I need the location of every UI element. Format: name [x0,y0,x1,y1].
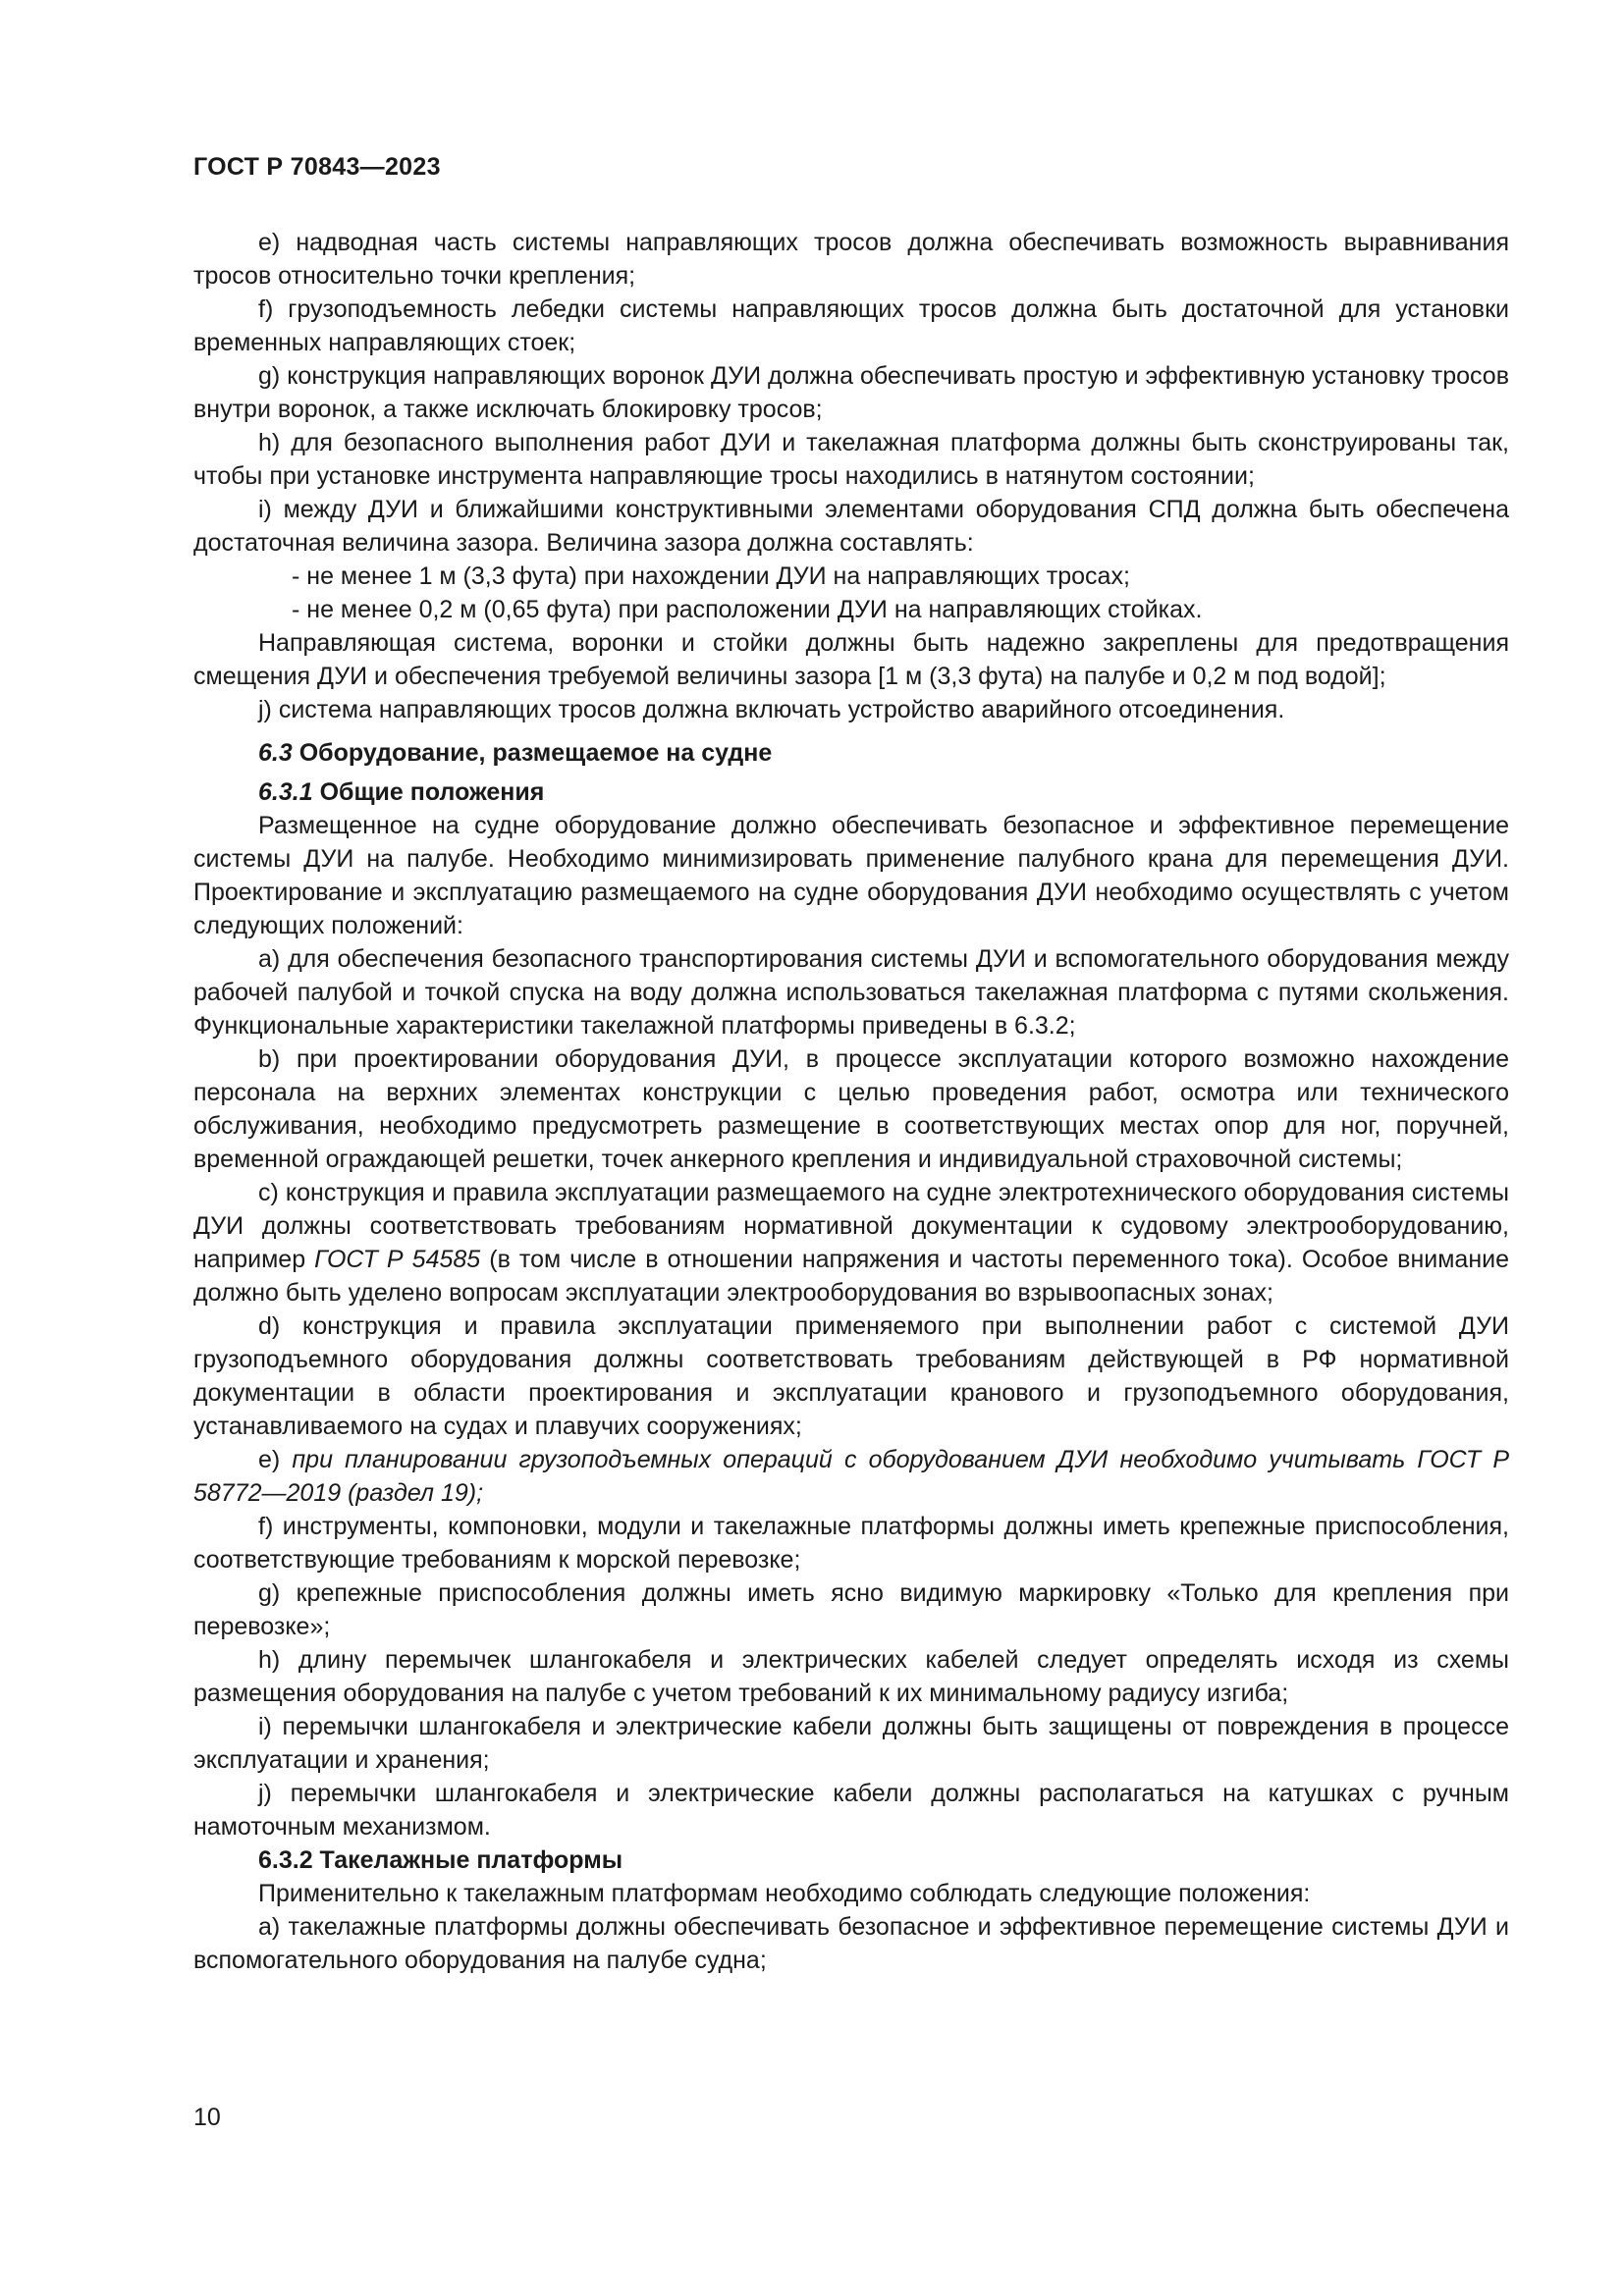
section-heading-6-3 [193,736,1509,770]
paragraph: j) система направляющих тросов должна включать устройство аварийного отсоединения. [258,696,1285,723]
section-title: Оборудование, размещаемое на судне [298,739,773,767]
paragraph: f) грузоподъемность лебедки системы направляющих тросов должна быть достаточной для установки временных направляющих стоек; [193,295,1509,356]
paragraph: Размещенное на судне оборудование должно обеспечивать безопасное и эффективное перемещение системы ДУИ на палубе. Необходимо минимизировать применение палубного крана для перемещения ДУИ. Проектирование и эксплуатацию размещаемого на судне оборудования ДУИ необходимо осуществлять с учетом следующих положений: [193,812,1509,939]
paragraph: b) при проектировании оборудования ДУИ, в процессе эксплуатации которого возможно нахождение персонала на верхних элементах конструкции с целью проведения работ, осмотра или технического обслуживания, необходимо предусмотреть размещение в соответствующих местах опор для ног, поручней, временной ограждающей решетки, точек анкерного крепления и индивидуальной страховочной системы; [193,1045,1509,1173]
paragraph: a) для обеспечения безопасного транспортирования системы ДУИ и вспомогательного оборудования между рабочей палубой и точкой спуска на воду должна использоваться такелажная платформа с путями скольжения. Функциональные характеристики такелажной платформы приведены в 6.3.2; [193,945,1509,1040]
paragraph: e) надводная часть системы направляющих тросов должна обеспечивать возможность выравнивания тросов относительно точки крепления; [193,229,1509,290]
standard-reference: ГОСТ Р 54585 [314,1246,481,1273]
paragraph-c-text-end: (в том числе в отношении напряжения и частоты переменного тока). Особое внимание должно быть уделено вопросам эксплуатации электрооборудования во взрывоопасных зонах; [193,1246,1509,1307]
subsection-heading-6-3-2: 6.3.2 Такелажные платформы [258,1846,623,1874]
subsection-title: Общие положения [319,778,545,806]
dash-list-item: - не менее 1 м (3,3 фута) при нахождении ДУИ на направляющих тросах; [292,562,1130,590]
paragraph: g) конструкция направляющих воронок ДУИ должна обеспечивать простую и эффективную установку тросов внутри воронок, а также исключать блокировку тросов; [193,362,1509,423]
paragraph: d) конструкция и правила эксплуатации применяемого при выполнении работ с системой ДУИ грузоподъемного оборудования должны соответствовать требованиям действующей в РФ нормативной документации в области проектирования и эксплуатации кранового и грузоподъемного оборудования, устанавливаемого на судах и плавучих сооружениях; [193,1312,1509,1440]
paragraph: Применительно к такелажным платформам необходимо соблюдать следующие положения: [258,1880,1311,1907]
paragraph: g) крепежные приспособления должны иметь ясно видимую маркировку «Только для крепления при перевозке»; [193,1579,1509,1640]
paragraph: h) для безопасного выполнения работ ДУИ и такелажная платформа должны быть сконструированы так, чтобы при установке инструмента направляющие тросы находились в натянутом состоянии; [193,429,1509,490]
paragraph: i) перемычки шлангокабеля и электрические кабели должны быть защищены от повреждения в процессе эксплуатации и хранения; [193,1713,1509,1774]
document-code-header: ГОСТ Р 70843—2023 [193,153,441,181]
dash-list-item: - не менее 0,2 м (0,65 фута) при расположении ДУИ на направляющих стойках. [292,596,1203,623]
section-number: 6.3 [258,739,293,767]
paragraph-c [193,1176,1509,1309]
paragraph-c-text: c) конструкция и правила эксплуатации размещаемого на судне электротехнического оборудования системы ДУИ должны соответствовать требованиям нормативной документации к судовому электрооборудованию, например [193,1179,1509,1273]
paragraph: j) перемычки шлангокабеля и электрические кабели должны располагаться на катушках с ручным намоточным механизмом. [193,1780,1509,1841]
subsection-heading-6-3-1 [193,775,1509,809]
body-text [193,226,1509,1977]
paragraph: Направляющая система, воронки и стойки должны быть надежно закреплены для предотвращения смещения ДУИ и обеспечения требуемой величины зазора [1 м (3,3 фута) на палубе и 0,2 м под водой]; [193,629,1509,690]
paragraph: h) длину перемычек шлангокабеля и электрических кабелей следует определять исходя из схемы размещения оборудования на палубе с учетом требований к их минимальному радиусу изгиба; [193,1646,1509,1707]
paragraph: f) инструменты, компоновки, модули и такелажные платформы должны иметь крепежные приспособления, соответствующие требованиям к морской перевозке; [193,1513,1509,1574]
paragraph: a) такелажные платформы должны обеспечивать безопасное и эффективное перемещение системы ДУИ и вспомогательного оборудования на палубе судна; [193,1913,1509,1974]
paragraph-e [193,1443,1509,1510]
subsection-number: 6.3.1 [258,778,313,806]
paragraph-e-italic: при планировании грузоподъемных операций с оборудованием ДУИ необходимо учитывать ГОСТ Р 58772—2019 (раздел 19); [193,1446,1509,1507]
page-number: 10 [193,2104,221,2131]
paragraph-e-label: e) [258,1446,293,1473]
paragraph: i) между ДУИ и ближайшими конструктивными элементами оборудования СПД должна быть обеспечена достаточная величина зазора. Величина зазора должна составлять: [193,496,1509,557]
